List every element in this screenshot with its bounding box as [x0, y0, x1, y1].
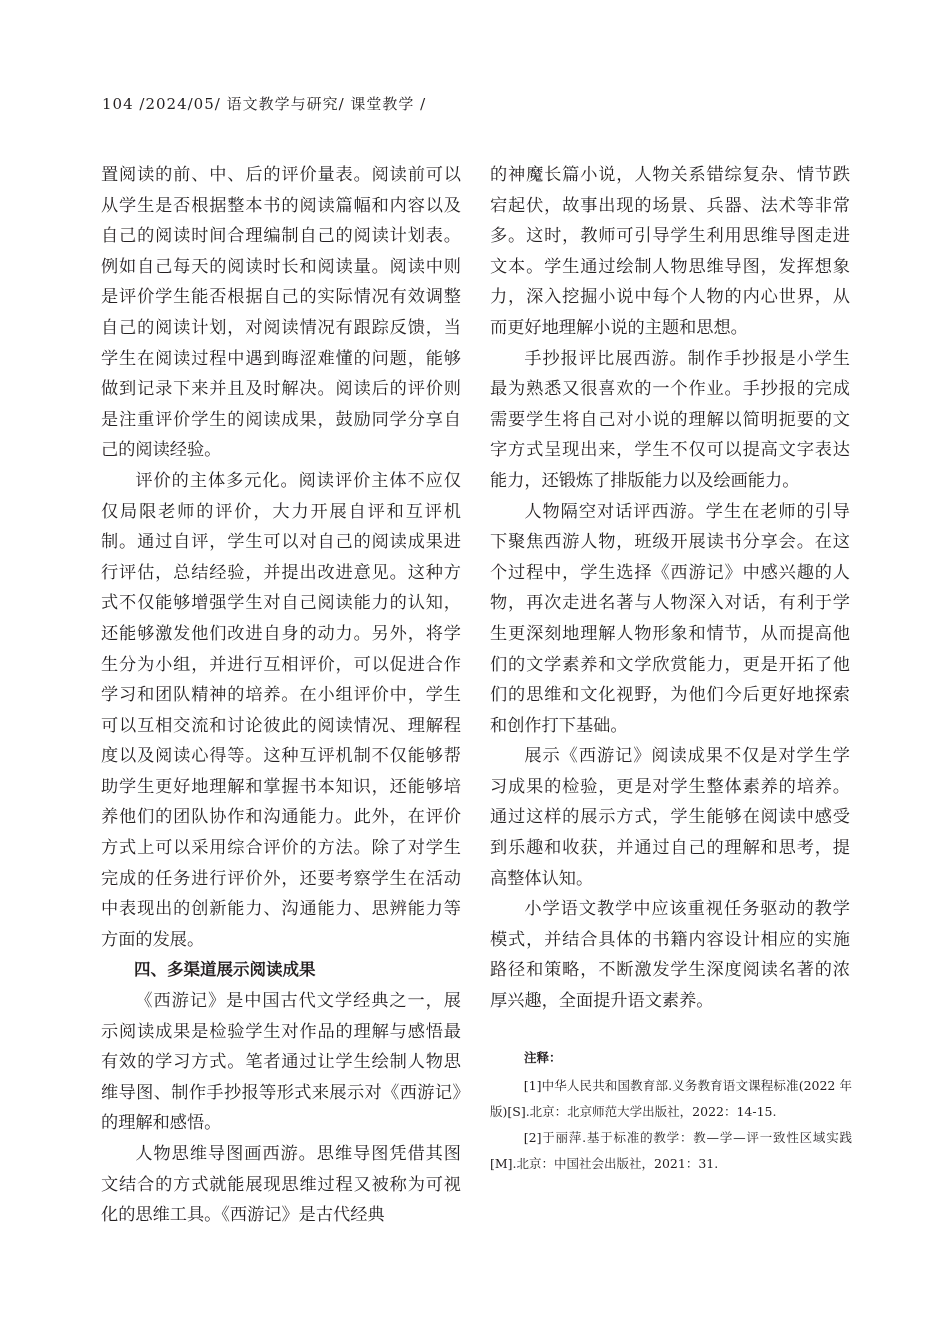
right-paragraph-1: 的神魔长篇小说，人物关系错综复杂、情节跌宕起伏，故事出现的场景、兵器、法术等非常多。这时，教师可引导学生利用思维导图走进文本。学生通过绘制人物思维导图，发挥想象力，深入挖掘小说中每个人物的内心世界，从而更好地理解小说的主题和思想。: [490, 165, 850, 338]
running-header: 104 /2024/05/ 语文教学与研究/ 课堂教学 /: [102, 95, 427, 113]
reference-1: [1]中华人民共和国教育部.义务教育语文课程标准(2022 年版)[S].北京：北京师范大学出版社，2022：14-15.: [490, 1078, 852, 1119]
left-paragraph-3: 《西游记》是中国古代文学经典之一，展示阅读成果是检验学生对作品的理解与感悟最有效的学习方式。笔者通过让学生绘制人物思维导图、制作手抄报等形式来展示对《西游记》的理解和感悟。: [101, 991, 461, 1134]
notes-section: [490, 1045, 852, 1177]
notes-title: 注释：: [524, 1050, 562, 1065]
right-column: [490, 160, 850, 1017]
left-paragraph-1: 置阅读的前、中、后的评价量表。阅读前可以从学生是否根据整本书的阅读篇幅和内容以及自己的阅读时间合理编制自己的阅读计划表。例如自己每天的阅读时长和阅读量。阅读中则是评价学生能否根据自己的实际情况有效调整自己的阅读计划，对阅读情况有跟踪反馈，当学生在阅读过程中遇到晦涩难懂的问题，能够做到记录下来并且及时解决。阅读后的评价则是注重评价学生的阅读成果，鼓励同学分享自己的阅读经验。: [101, 165, 461, 461]
left-paragraph-2: 评价的主体多元化。阅读评价主体不应仅仅局限老师的评价，大力开展自评和互评机制。通过自评，学生可以对自己的阅读成果进行评估，总结经验，并提出改进意见。这种方式不仅能够增强学生对自己阅读能力的认知，还能够激发他们改进自身的动力。另外，将学生分为小组，并进行互相评价，可以促进合作学习和团队精神的培养。在小组评价中，学生可以互相交流和讨论彼此的阅读情况、理解程度以及阅读心得等。这种互评机制不仅能够帮助学生更好地理解和掌握书本知识，还能够培养他们的团队协作和沟通能力。此外，在评价方式上可以采用综合评价的方法。除了对学生完成的任务进行评价外，还要考察学生在活动中表现出的创新能力、沟通能力、思辨能力等方面的发展。: [101, 470, 461, 950]
right-paragraph-2: 手抄报评比展西游。制作手抄报是小学生最为熟悉又很喜欢的一个作业。手抄报的完成需要学生将自己对小说的理解以简明扼要的文字方式呈现出来，学生不仅可以提高文字表达能力，还锻炼了排版能力以及绘画能力。: [490, 348, 850, 491]
right-paragraph-5: 小学语文教学中应该重视任务驱动的教学模式，并结合具体的书籍内容设计相应的实施路径和策略，不断激发学生深度阅读名著的浓厚兴趣，全面提升语文素养。: [490, 899, 850, 1012]
left-column: [101, 160, 461, 1231]
right-paragraph-3: 人物隔空对话评西游。学生在老师的引导下聚焦西游人物，班级开展读书分享会。在这个过程中，学生选择《西游记》中感兴趣的人物，再次走进名著与人物深入对话，有利于学生更深刻地理解人物形象和情节，从而提高他们的文学素养和文学欣赏能力，更是开拓了他们的思维和文化视野，为他们今后更好地探索和创作打下基础。: [490, 501, 850, 736]
right-paragraph-4: 展示《西游记》阅读成果不仅是对学生学习成果的检验，更是对学生整体素养的培养。通过这样的展示方式，学生能够在阅读中感受到乐趣和收获，并通过自己的理解和思考，提高整体认知。: [490, 746, 850, 889]
reference-2: [2]于丽萍.基于标准的教学：教—学—评一致性区域实践[M].北京：中国社会出版社，2021：31.: [490, 1130, 852, 1171]
section-heading: 四、多渠道展示阅读成果: [134, 960, 316, 980]
left-paragraph-4: 人物思维导图画西游。思维导图凭借其图文结合的方式就能展现思维过程又被称为可视化的思维工具。《西游记》是古代经典: [101, 1144, 461, 1226]
